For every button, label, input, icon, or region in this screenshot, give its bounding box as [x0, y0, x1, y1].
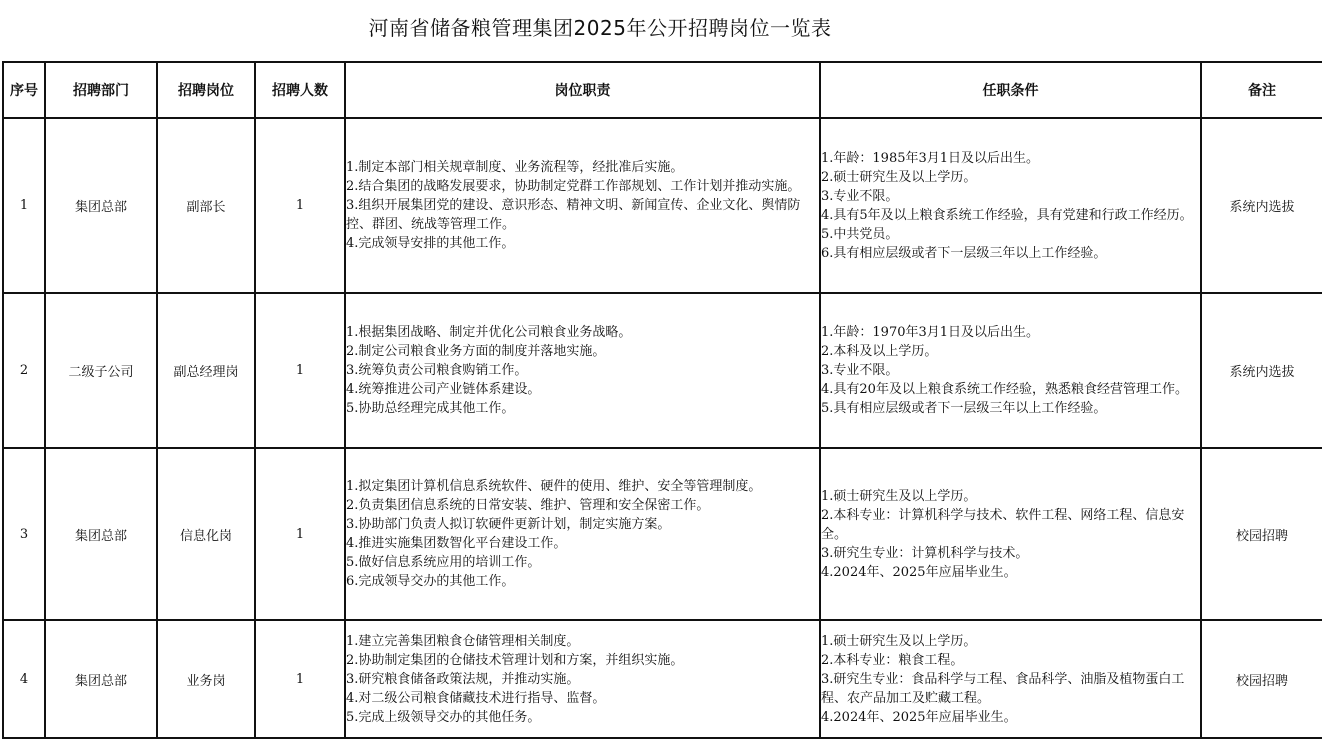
requirement-line: 4.具有20年及以上粮食系统工作经验，熟悉粮食经营管理工作。 [821, 382, 1188, 397]
requirement-line: 2.本科及以上学历。 [821, 344, 938, 359]
cell-remarks: 系统内选拔 [1201, 118, 1322, 293]
duty-line: 2.负责集团信息系统的日常安装、维护、管理和安全保密工作。 [346, 498, 710, 513]
duty-line: 4.推进实施集团数智化平台建设工作。 [346, 536, 567, 551]
cell-position: 副部长 [157, 118, 255, 293]
duty-line: 4.完成领导安排的其他工作。 [346, 236, 515, 251]
cell-position: 业务岗 [157, 620, 255, 738]
requirement-line: 6.具有相应层级或者下一层级三年以上工作经验。 [821, 245, 1107, 261]
duty-line: 4.统筹推进公司产业链体系建设。 [346, 382, 541, 397]
header-count: 招聘人数 [255, 62, 345, 118]
requirement-line: 3.研究生专业：计算机科学与技术。 [821, 545, 1029, 561]
duty-line: 4.对二级公司粮食储藏技术进行指导、监督。 [346, 690, 606, 706]
requirement-line: 1.硕士研究生及以上学历。 [821, 633, 977, 649]
table-row [3, 448, 1322, 620]
requirement-line: 3.专业不限。 [821, 188, 899, 204]
duty-line: 3.研究粮食储备政策法规，并推动实施。 [346, 671, 580, 687]
cell-no: 4 [3, 620, 45, 738]
cell-position: 信息化岗 [157, 448, 255, 620]
header-remarks: 备注 [1201, 62, 1322, 118]
cell-duties [345, 118, 820, 293]
header-no: 序号 [3, 62, 45, 118]
cell-position: 副总经理岗 [157, 293, 255, 448]
page-title: 河南省储备粮管理集团2025年公开招聘岗位一览表 [368, 16, 832, 40]
duty-line: 2.协助制定集团的仓储技术管理计划和方案，并组织实施。 [346, 652, 684, 668]
duty-line: 3.组织开展集团党的建设、意识形态、精神文明、新闻宣传、企业文化、舆情防控、群团、统战等管理工作。 [346, 198, 801, 232]
cell-count: 1 [255, 620, 345, 738]
header-position: 招聘岗位 [157, 62, 255, 118]
requirement-line: 1.年龄：1970年3月1日及以后出生。 [821, 325, 1040, 340]
duty-line: 2.结合集团的战略发展要求，协助制定党群工作部规划、工作计划并推动实施。 [346, 179, 801, 194]
cell-department: 集团总部 [45, 620, 157, 738]
table-row [3, 118, 1322, 293]
duty-line: 2.制定公司粮食业务方面的制度并落地实施。 [346, 344, 606, 359]
duty-line: 3.协助部门负责人拟订软硬件更新计划，制定实施方案。 [346, 517, 671, 532]
requirement-line: 1.年龄：1985年3月1日及以后出生。 [821, 150, 1040, 166]
cell-no: 3 [3, 448, 45, 620]
table-row [3, 620, 1322, 738]
requirement-line: 2.本科专业：计算机科学与技术、软件工程、网络工程、信息安全。 [821, 507, 1185, 542]
recruitment-table [2, 61, 1322, 739]
cell-no: 2 [3, 293, 45, 448]
requirement-line: 4.2024年、2025年应届毕业生。 [821, 709, 1017, 725]
cell-remarks: 校园招聘 [1201, 448, 1322, 620]
header-department: 招聘部门 [45, 62, 157, 118]
header-requirements: 任职条件 [820, 62, 1201, 118]
cell-requirements [820, 293, 1201, 448]
cell-department: 集团总部 [45, 448, 157, 620]
requirement-line: 5.具有相应层级或者下一层级三年以上工作经验。 [821, 401, 1107, 416]
duty-line: 3.统筹负责公司粮食购销工作。 [346, 363, 528, 378]
duty-line: 1.制定本部门相关规章制度、业务流程等，经批准后实施。 [346, 160, 684, 175]
cell-requirements [820, 620, 1201, 738]
duty-line: 1.建立完善集团粮食仓储管理相关制度。 [346, 633, 580, 649]
cell-remarks: 校园招聘 [1201, 620, 1322, 738]
header-duties: 岗位职责 [345, 62, 820, 118]
cell-requirements [820, 448, 1201, 620]
duty-line: 1.根据集团战略、制定并优化公司粮食业务战略。 [346, 325, 632, 340]
cell-count: 1 [255, 448, 345, 620]
requirement-line: 1.硕士研究生及以上学历。 [821, 488, 977, 504]
table-row [3, 293, 1322, 448]
cell-no: 1 [3, 118, 45, 293]
cell-duties [345, 448, 820, 620]
cell-count: 1 [255, 293, 345, 448]
cell-department: 二级子公司 [45, 293, 157, 448]
header-row [3, 62, 1322, 118]
cell-count: 1 [255, 118, 345, 293]
cell-duties [345, 620, 820, 738]
requirement-line: 3.研究生专业：食品科学与工程、食品科学、油脂及植物蛋白工程、农产品加工及贮藏工程。 [821, 671, 1185, 706]
requirement-line: 2.本科专业：粮食工程。 [821, 652, 964, 668]
requirement-line: 3.专业不限。 [821, 363, 899, 378]
requirement-line: 4.2024年、2025年应届毕业生。 [821, 564, 1017, 580]
cell-requirements [820, 118, 1201, 293]
cell-duties [345, 293, 820, 448]
requirement-line: 5.中共党员。 [821, 226, 899, 242]
duty-line: 5.协助总经理完成其他工作。 [346, 401, 515, 416]
duty-line: 6.完成领导交办的其他工作。 [346, 574, 515, 589]
requirement-line: 4.具有5年及以上粮食系统工作经验，具有党建和行政工作经历。 [821, 207, 1193, 223]
cell-remarks: 系统内选拔 [1201, 293, 1322, 448]
duty-line: 5.完成上级领导交办的其他任务。 [346, 709, 541, 725]
cell-department: 集团总部 [45, 118, 157, 293]
requirement-line: 2.硕士研究生及以上学历。 [821, 169, 977, 185]
duty-line: 5.做好信息系统应用的培训工作。 [346, 555, 541, 570]
duty-line: 1.拟定集团计算机信息系统软件、硬件的使用、维护、安全等管理制度。 [346, 479, 762, 494]
